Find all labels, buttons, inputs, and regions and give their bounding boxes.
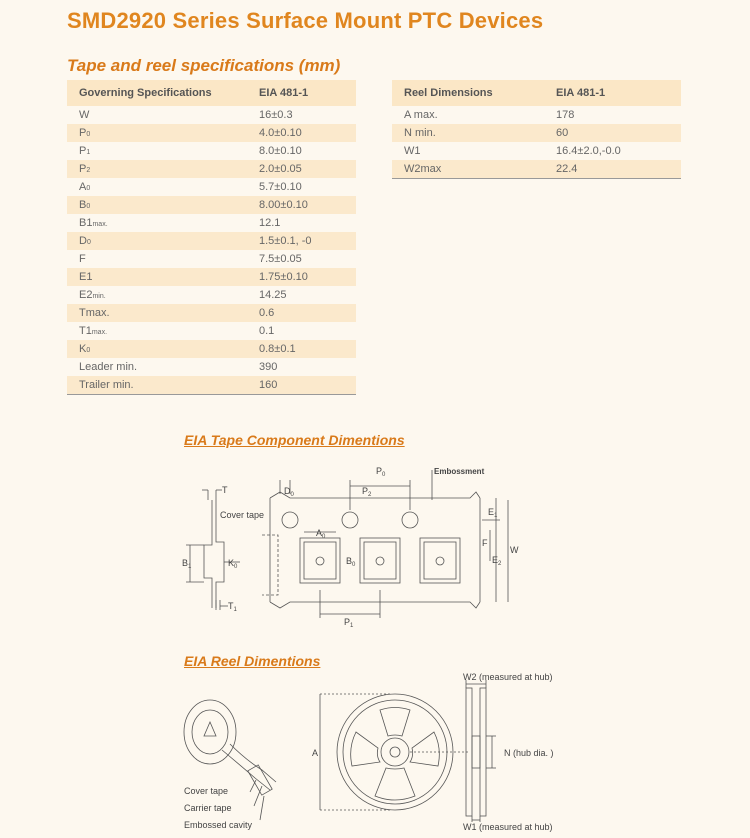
reel-table-header-dim: Reel Dimensions [392,80,544,106]
reel-value-cell: 60 [544,124,681,142]
tape-table-row [67,214,356,232]
tape-section-title: Tape and reel specifications (mm) [67,56,341,75]
reel-table-row [392,106,681,124]
tape-table-row [67,340,356,358]
cover-tape-label-reel: Cover tape [184,786,229,796]
tape-param-cell: P2 [67,160,247,178]
tape-spec-table [67,80,356,395]
tape-table-row [67,376,356,395]
tape-table-row [67,268,356,286]
embossment-label: Embossment [434,467,485,476]
reel-param-cell: A max. [404,109,438,121]
tape-value-cell: 0.6 [247,304,356,322]
tape-value-cell: 390 [259,361,278,373]
page-title: SMD2920 Series Surface Mount PTC Devices [67,8,544,33]
w2-label: W2 (measured at hub) [463,672,553,682]
tape-param-cell: T1max. [79,325,108,337]
tape-table-header-eia: EIA 481-1 [247,80,356,106]
tape-param-cell: K0 [67,340,247,358]
tape-table-row [67,160,356,178]
tape-value-cell: 14.25 [259,289,287,301]
reel-value-cell: 178 [556,109,575,121]
reel-value-cell: 22.4 [544,160,681,179]
tape-param-cell: Trailer min. [67,376,247,395]
tape-param-cell: W [79,109,90,121]
tape-table-header-spec: Governing Specifications [67,80,247,106]
tape-param-cell: A0 [79,181,91,193]
p2-label: $P_2$ [362,486,372,498]
tape-table-row [67,232,356,250]
tape-param-cell: D0 [67,232,247,250]
tape-value-cell: 5.7±0.10 [259,181,302,193]
reel-diagram [180,670,580,838]
reel-param-cell: W2max [392,160,544,179]
tape-param-cell: Leader min. [79,361,138,373]
p1-label: $P_1$ [344,617,354,629]
tape-value-cell: 8.00±0.10 [247,196,356,214]
tape-value-cell: 12.1 [259,217,281,229]
e1-label: $E_1$ [488,507,498,519]
tape-table-row [67,124,356,142]
carrier-tape-label: Carrier tape [184,803,232,813]
reel-table-header-eia: EIA 481-1 [544,80,681,106]
reel-param-cell: W1 [404,145,421,157]
reel-dimensions-table [392,80,681,179]
cover-tape-label: Cover tape [220,510,265,520]
reel-value-cell: 16.4±2.0,-0.0 [556,145,621,157]
p0-label: $P_0$ [376,466,386,478]
f-label: F [482,538,488,548]
t1-label: $T_1$ [228,601,237,613]
a-label: A [312,748,319,758]
b0-label: $B_0$ [346,556,356,568]
tape-table-row [67,304,356,322]
e2-label: $E_2$ [492,555,502,567]
tape-value-cell: 1.5±0.1, -0 [247,232,356,250]
tape-param-cell: F [79,253,86,265]
reel-param-cell: N min. [392,124,544,142]
tape-table-row [67,178,356,196]
tape-param-cell: E2min. [79,289,106,301]
tape-table-row [67,142,356,160]
tape-table-row [67,196,356,214]
embossed-cavity-label: Embossed cavity [184,820,253,830]
reel-table-row [392,142,681,160]
tape-value-cell: 8.0±0.10 [259,145,302,157]
tape-table-row [67,250,356,268]
tape-table-body [67,106,356,395]
reel-diagram-title: EIA Reel Dimentions [184,653,321,669]
tape-value-cell: 160 [247,376,356,395]
tape-param-cell: E1 [67,268,247,286]
tape-param-cell: P0 [67,124,247,142]
w1-label: W1 (measured at hub) [463,822,553,832]
tape-param-cell: B0 [67,196,247,214]
tape-component-diagram [180,460,530,630]
tape-value-cell: 7.5±0.05 [259,253,302,265]
tape-table-row [67,106,356,124]
tape-table-row [67,286,356,304]
n-label: N (hub dia. ) [504,748,554,758]
reel-table-row [392,160,681,179]
tape-table-row [67,358,356,376]
w-label: W [510,545,519,555]
reel-table-row [392,124,681,142]
tape-param-cell: Tmax. [67,304,247,322]
reel-table-body [392,106,681,179]
tape-value-cell: 2.0±0.05 [247,160,356,178]
tape-table-row [67,322,356,340]
tape-param-cell: B1max. [79,217,108,229]
tape-param-cell: P1 [79,145,91,157]
tape-value-cell: 4.0±0.10 [247,124,356,142]
tape-diagram-title: EIA Tape Component Dimentions [184,432,405,448]
tape-value-cell: 0.1 [259,325,275,337]
tape-value-cell: 0.8±0.1 [247,340,356,358]
tape-value-cell: 1.75±0.10 [247,268,356,286]
tape-value-cell: 16±0.3 [259,109,293,121]
d0-label: $D_0$ [284,486,294,498]
k0-label: $K_0$ [228,558,238,570]
b1-label: $B_1$ [182,558,192,570]
t-label: T [222,485,228,495]
a0-label: $A_0$ [316,528,326,540]
